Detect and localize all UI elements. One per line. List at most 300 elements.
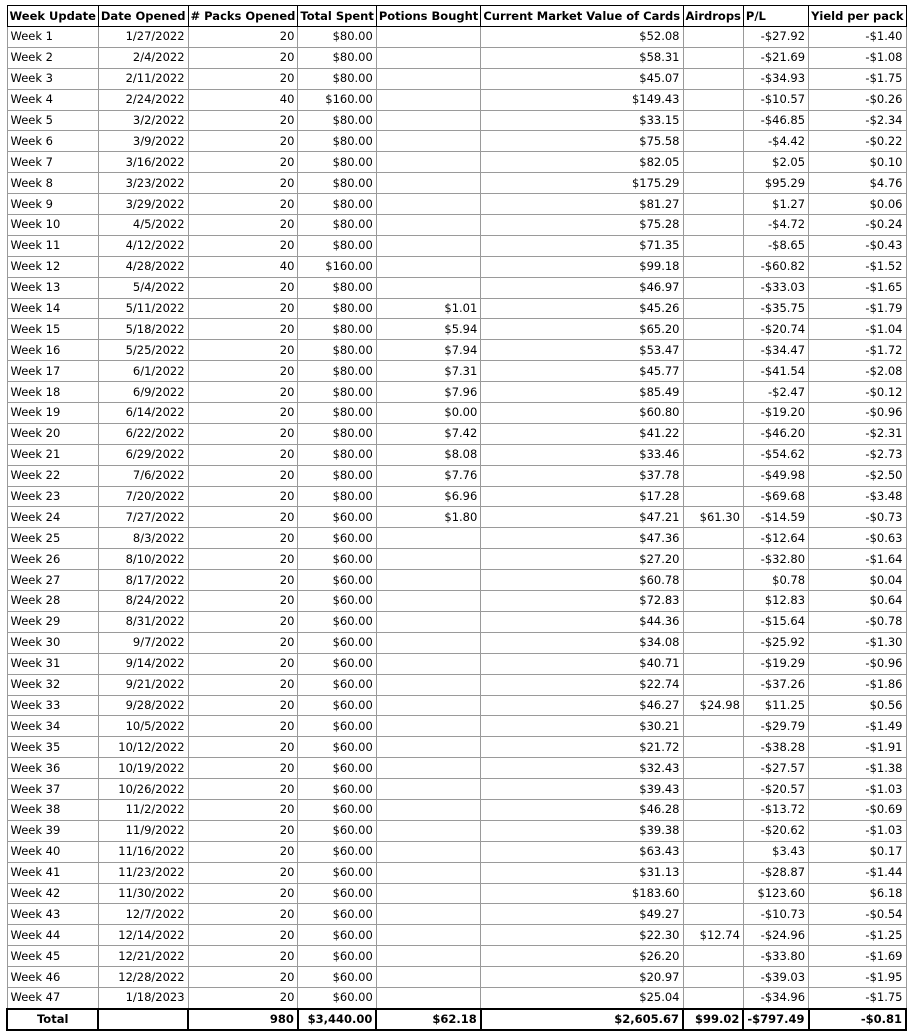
cell-packs-opened[interactable]: 20 — [188, 904, 298, 925]
cell-packs-opened[interactable]: 20 — [188, 444, 298, 465]
cell-yield-per-pack[interactable]: -$0.73 — [809, 507, 906, 528]
cell-potions-bought[interactable] — [376, 820, 480, 841]
cell-week[interactable]: Week 18 — [7, 382, 98, 403]
cell-yield-per-pack[interactable]: -$1.72 — [809, 340, 906, 361]
cell-date-opened[interactable]: 12/14/2022 — [98, 925, 188, 946]
cell-airdrops[interactable] — [683, 758, 743, 779]
cell-yield-per-pack[interactable]: -$0.96 — [809, 653, 906, 674]
cell-potions-bought[interactable] — [376, 737, 480, 758]
cell-market-value[interactable]: $20.97 — [481, 967, 683, 988]
cell-date-opened[interactable]: 7/27/2022 — [98, 507, 188, 528]
cell-yield-per-pack[interactable]: -$1.69 — [809, 946, 906, 967]
cell-potions-bought[interactable]: $7.31 — [376, 361, 480, 382]
cell-pl[interactable]: -$33.03 — [743, 277, 808, 298]
cell-pl[interactable]: $2.05 — [743, 152, 808, 173]
cell-week[interactable]: Week 25 — [7, 528, 98, 549]
cell-week[interactable]: Week 19 — [7, 403, 98, 424]
cell-packs-opened[interactable]: 40 — [188, 89, 298, 110]
cell-yield-per-pack[interactable]: $0.64 — [809, 591, 906, 612]
cell-airdrops[interactable] — [683, 382, 743, 403]
cell-packs-opened[interactable]: 20 — [188, 340, 298, 361]
cell-airdrops[interactable] — [683, 549, 743, 570]
cell-total-spent[interactable]: $60.00 — [298, 611, 376, 632]
cell-airdrops[interactable] — [683, 820, 743, 841]
cell-total-spent[interactable]: $60.00 — [298, 862, 376, 883]
cell-market-value[interactable]: $27.20 — [481, 549, 683, 570]
cell-airdrops[interactable] — [683, 131, 743, 152]
cell-pl[interactable]: -$60.82 — [743, 256, 808, 277]
cell-packs-opened[interactable]: 20 — [188, 382, 298, 403]
cell-market-value[interactable]: $37.78 — [481, 465, 683, 486]
cell-date-opened[interactable]: 12/7/2022 — [98, 904, 188, 925]
cell-pl[interactable]: -$32.80 — [743, 549, 808, 570]
cell-potions-bought[interactable] — [376, 862, 480, 883]
cell-date-opened[interactable]: 11/9/2022 — [98, 820, 188, 841]
cell-date-opened[interactable]: 8/24/2022 — [98, 591, 188, 612]
cell-market-value[interactable]: $71.35 — [481, 235, 683, 256]
cell-total-spent[interactable]: $60.00 — [298, 799, 376, 820]
cell-total-spent[interactable]: $80.00 — [298, 110, 376, 131]
cell-potions-bought[interactable] — [376, 110, 480, 131]
cell-total-spent[interactable]: $60.00 — [298, 904, 376, 925]
cell-potions-bought[interactable] — [376, 570, 480, 591]
cell-yield-per-pack[interactable]: -$0.78 — [809, 611, 906, 632]
cell-pl[interactable]: -$10.57 — [743, 89, 808, 110]
cell-potions-bought[interactable] — [376, 47, 480, 68]
cell-airdrops[interactable] — [683, 946, 743, 967]
cell-potions-bought[interactable] — [376, 987, 480, 1008]
cell-pl[interactable]: $0.78 — [743, 570, 808, 591]
cell-yield-per-pack[interactable]: -$1.49 — [809, 716, 906, 737]
header-yield-per-pack[interactable]: Yield per pack — [809, 6, 906, 27]
cell-packs-opened[interactable]: 20 — [188, 674, 298, 695]
cell-market-value[interactable]: $26.20 — [481, 946, 683, 967]
cell-market-value[interactable]: $63.43 — [481, 841, 683, 862]
cell-potions-bought[interactable]: $1.80 — [376, 507, 480, 528]
cell-market-value[interactable]: $40.71 — [481, 653, 683, 674]
cell-yield-per-pack[interactable]: $0.56 — [809, 695, 906, 716]
cell-date-opened[interactable]: 2/4/2022 — [98, 47, 188, 68]
cell-market-value[interactable]: $17.28 — [481, 486, 683, 507]
cell-date-opened[interactable]: 2/11/2022 — [98, 68, 188, 89]
cell-potions-bought[interactable] — [376, 89, 480, 110]
cell-week[interactable]: Week 47 — [7, 987, 98, 1008]
cell-airdrops[interactable]: $24.98 — [683, 695, 743, 716]
cell-date-opened[interactable]: 5/18/2022 — [98, 319, 188, 340]
cell-pl[interactable]: -$27.92 — [743, 27, 808, 48]
cell-airdrops[interactable] — [683, 403, 743, 424]
cell-pl[interactable]: -$34.96 — [743, 987, 808, 1008]
cell-yield-per-pack[interactable]: -$1.03 — [809, 820, 906, 841]
cell-week[interactable]: Week 3 — [7, 68, 98, 89]
cell-market-value[interactable]: $45.77 — [481, 361, 683, 382]
cell-packs-opened[interactable]: 20 — [188, 215, 298, 236]
cell-market-value[interactable]: $45.26 — [481, 298, 683, 319]
cell-airdrops[interactable] — [683, 340, 743, 361]
cell-date-opened[interactable]: 8/17/2022 — [98, 570, 188, 591]
total-packs-opened[interactable]: 980 — [188, 1009, 298, 1030]
cell-date-opened[interactable]: 5/4/2022 — [98, 277, 188, 298]
cell-week[interactable]: Week 42 — [7, 883, 98, 904]
cell-pl[interactable]: -$34.47 — [743, 340, 808, 361]
cell-week[interactable]: Week 8 — [7, 173, 98, 194]
cell-total-spent[interactable]: $60.00 — [298, 779, 376, 800]
cell-date-opened[interactable]: 7/20/2022 — [98, 486, 188, 507]
cell-week[interactable]: Week 20 — [7, 423, 98, 444]
cell-potions-bought[interactable]: $1.01 — [376, 298, 480, 319]
cell-market-value[interactable]: $31.13 — [481, 862, 683, 883]
cell-airdrops[interactable] — [683, 89, 743, 110]
cell-yield-per-pack[interactable]: -$0.63 — [809, 528, 906, 549]
cell-total-spent[interactable]: $80.00 — [298, 235, 376, 256]
cell-packs-opened[interactable]: 20 — [188, 298, 298, 319]
cell-packs-opened[interactable]: 40 — [188, 256, 298, 277]
cell-pl[interactable]: -$20.57 — [743, 779, 808, 800]
cell-pl[interactable]: -$29.79 — [743, 716, 808, 737]
cell-airdrops[interactable] — [683, 298, 743, 319]
cell-pl[interactable]: -$49.98 — [743, 465, 808, 486]
cell-yield-per-pack[interactable]: -$1.40 — [809, 27, 906, 48]
cell-pl[interactable]: -$14.59 — [743, 507, 808, 528]
total-date-opened[interactable] — [98, 1009, 188, 1030]
cell-week[interactable]: Week 43 — [7, 904, 98, 925]
cell-airdrops[interactable] — [683, 47, 743, 68]
cell-airdrops[interactable] — [683, 68, 743, 89]
cell-date-opened[interactable]: 4/5/2022 — [98, 215, 188, 236]
cell-potions-bought[interactable]: $0.00 — [376, 403, 480, 424]
cell-total-spent[interactable]: $80.00 — [298, 486, 376, 507]
cell-total-spent[interactable]: $80.00 — [298, 298, 376, 319]
cell-yield-per-pack[interactable]: -$1.95 — [809, 967, 906, 988]
cell-pl[interactable]: $11.25 — [743, 695, 808, 716]
cell-potions-bought[interactable] — [376, 967, 480, 988]
cell-potions-bought[interactable] — [376, 883, 480, 904]
cell-potions-bought[interactable] — [376, 716, 480, 737]
cell-week[interactable]: Week 28 — [7, 591, 98, 612]
cell-packs-opened[interactable]: 20 — [188, 632, 298, 653]
cell-total-spent[interactable]: $80.00 — [298, 319, 376, 340]
cell-week[interactable]: Week 21 — [7, 444, 98, 465]
cell-yield-per-pack[interactable]: $0.06 — [809, 194, 906, 215]
cell-packs-opened[interactable]: 20 — [188, 883, 298, 904]
cell-market-value[interactable]: $75.58 — [481, 131, 683, 152]
header-airdrops[interactable]: Airdrops — [683, 6, 743, 27]
cell-packs-opened[interactable]: 20 — [188, 173, 298, 194]
cell-airdrops[interactable] — [683, 591, 743, 612]
cell-yield-per-pack[interactable]: -$2.73 — [809, 444, 906, 465]
cell-packs-opened[interactable]: 20 — [188, 465, 298, 486]
cell-potions-bought[interactable] — [376, 549, 480, 570]
cell-potions-bought[interactable] — [376, 27, 480, 48]
cell-yield-per-pack[interactable]: -$1.91 — [809, 737, 906, 758]
cell-yield-per-pack[interactable]: -$1.04 — [809, 319, 906, 340]
cell-airdrops[interactable] — [683, 110, 743, 131]
cell-yield-per-pack[interactable]: -$0.26 — [809, 89, 906, 110]
cell-potions-bought[interactable] — [376, 904, 480, 925]
cell-airdrops[interactable] — [683, 841, 743, 862]
cell-pl[interactable]: -$24.96 — [743, 925, 808, 946]
cell-date-opened[interactable]: 3/23/2022 — [98, 173, 188, 194]
cell-potions-bought[interactable] — [376, 68, 480, 89]
cell-date-opened[interactable]: 8/3/2022 — [98, 528, 188, 549]
cell-market-value[interactable]: $47.36 — [481, 528, 683, 549]
cell-airdrops[interactable] — [683, 361, 743, 382]
cell-packs-opened[interactable]: 20 — [188, 110, 298, 131]
cell-packs-opened[interactable]: 20 — [188, 131, 298, 152]
cell-week[interactable]: Week 2 — [7, 47, 98, 68]
cell-yield-per-pack[interactable]: -$1.65 — [809, 277, 906, 298]
cell-date-opened[interactable]: 6/22/2022 — [98, 423, 188, 444]
cell-total-spent[interactable]: $80.00 — [298, 382, 376, 403]
cell-market-value[interactable]: $22.30 — [481, 925, 683, 946]
cell-date-opened[interactable]: 2/24/2022 — [98, 89, 188, 110]
cell-week[interactable]: Week 11 — [7, 235, 98, 256]
cell-pl[interactable]: -$4.42 — [743, 131, 808, 152]
cell-airdrops[interactable] — [683, 444, 743, 465]
cell-yield-per-pack[interactable]: -$1.64 — [809, 549, 906, 570]
cell-date-opened[interactable]: 4/12/2022 — [98, 235, 188, 256]
cell-total-spent[interactable]: $80.00 — [298, 68, 376, 89]
cell-week[interactable]: Week 39 — [7, 820, 98, 841]
cell-week[interactable]: Week 44 — [7, 925, 98, 946]
cell-airdrops[interactable] — [683, 987, 743, 1008]
cell-date-opened[interactable]: 6/14/2022 — [98, 403, 188, 424]
cell-yield-per-pack[interactable]: -$1.38 — [809, 758, 906, 779]
cell-airdrops[interactable] — [683, 277, 743, 298]
cell-yield-per-pack[interactable]: -$1.52 — [809, 256, 906, 277]
cell-potions-bought[interactable] — [376, 215, 480, 236]
header-market-value[interactable]: Current Market Value of Cards — [481, 6, 683, 27]
cell-total-spent[interactable]: $80.00 — [298, 423, 376, 444]
cell-airdrops[interactable] — [683, 319, 743, 340]
cell-packs-opened[interactable]: 20 — [188, 758, 298, 779]
cell-week[interactable]: Week 38 — [7, 799, 98, 820]
cell-yield-per-pack[interactable]: -$2.08 — [809, 361, 906, 382]
cell-week[interactable]: Week 17 — [7, 361, 98, 382]
cell-date-opened[interactable]: 9/14/2022 — [98, 653, 188, 674]
cell-date-opened[interactable]: 9/21/2022 — [98, 674, 188, 695]
cell-date-opened[interactable]: 6/1/2022 — [98, 361, 188, 382]
cell-potions-bought[interactable] — [376, 528, 480, 549]
cell-week[interactable]: Week 10 — [7, 215, 98, 236]
cell-yield-per-pack[interactable]: -$2.34 — [809, 110, 906, 131]
cell-potions-bought[interactable] — [376, 131, 480, 152]
header-week-update[interactable]: Week Update — [7, 6, 98, 27]
cell-airdrops[interactable] — [683, 632, 743, 653]
cell-date-opened[interactable]: 11/30/2022 — [98, 883, 188, 904]
cell-yield-per-pack[interactable]: -$1.03 — [809, 779, 906, 800]
cell-date-opened[interactable]: 10/12/2022 — [98, 737, 188, 758]
cell-pl[interactable]: $12.83 — [743, 591, 808, 612]
cell-total-spent[interactable]: $80.00 — [298, 403, 376, 424]
cell-packs-opened[interactable]: 20 — [188, 653, 298, 674]
cell-market-value[interactable]: $25.04 — [481, 987, 683, 1008]
cell-yield-per-pack[interactable]: -$1.44 — [809, 862, 906, 883]
cell-pl[interactable]: $95.29 — [743, 173, 808, 194]
cell-date-opened[interactable]: 5/25/2022 — [98, 340, 188, 361]
cell-pl[interactable]: -$35.75 — [743, 298, 808, 319]
cell-packs-opened[interactable]: 20 — [188, 695, 298, 716]
cell-packs-opened[interactable]: 20 — [188, 361, 298, 382]
cell-pl[interactable]: -$39.03 — [743, 967, 808, 988]
cell-date-opened[interactable]: 1/27/2022 — [98, 27, 188, 48]
cell-packs-opened[interactable]: 20 — [188, 423, 298, 444]
cell-week[interactable]: Week 6 — [7, 131, 98, 152]
cell-potions-bought[interactable] — [376, 674, 480, 695]
cell-potions-bought[interactable] — [376, 611, 480, 632]
cell-packs-opened[interactable]: 20 — [188, 47, 298, 68]
cell-market-value[interactable]: $39.38 — [481, 820, 683, 841]
cell-week[interactable]: Week 16 — [7, 340, 98, 361]
cell-market-value[interactable]: $183.60 — [481, 883, 683, 904]
cell-total-spent[interactable]: $60.00 — [298, 591, 376, 612]
cell-packs-opened[interactable]: 20 — [188, 799, 298, 820]
cell-yield-per-pack[interactable]: -$1.08 — [809, 47, 906, 68]
cell-total-spent[interactable]: $60.00 — [298, 528, 376, 549]
cell-total-spent[interactable]: $80.00 — [298, 215, 376, 236]
cell-week[interactable]: Week 40 — [7, 841, 98, 862]
cell-potions-bought[interactable] — [376, 925, 480, 946]
cell-market-value[interactable]: $33.15 — [481, 110, 683, 131]
cell-market-value[interactable]: $58.31 — [481, 47, 683, 68]
cell-packs-opened[interactable]: 20 — [188, 967, 298, 988]
cell-total-spent[interactable]: $60.00 — [298, 695, 376, 716]
cell-week[interactable]: Week 12 — [7, 256, 98, 277]
cell-week[interactable]: Week 5 — [7, 110, 98, 131]
cell-date-opened[interactable]: 12/21/2022 — [98, 946, 188, 967]
cell-packs-opened[interactable]: 20 — [188, 570, 298, 591]
cell-packs-opened[interactable]: 20 — [188, 403, 298, 424]
cell-total-spent[interactable]: $80.00 — [298, 173, 376, 194]
cell-packs-opened[interactable]: 20 — [188, 277, 298, 298]
total-airdrops[interactable]: $99.02 — [683, 1009, 743, 1030]
cell-market-value[interactable]: $30.21 — [481, 716, 683, 737]
cell-yield-per-pack[interactable]: $0.04 — [809, 570, 906, 591]
cell-market-value[interactable]: $60.80 — [481, 403, 683, 424]
cell-date-opened[interactable]: 9/7/2022 — [98, 632, 188, 653]
cell-pl[interactable]: -$15.64 — [743, 611, 808, 632]
cell-packs-opened[interactable]: 20 — [188, 925, 298, 946]
cell-market-value[interactable]: $33.46 — [481, 444, 683, 465]
cell-packs-opened[interactable]: 20 — [188, 528, 298, 549]
cell-total-spent[interactable]: $60.00 — [298, 841, 376, 862]
cell-airdrops[interactable] — [683, 799, 743, 820]
cell-market-value[interactable]: $149.43 — [481, 89, 683, 110]
cell-potions-bought[interactable] — [376, 173, 480, 194]
cell-date-opened[interactable]: 3/2/2022 — [98, 110, 188, 131]
cell-airdrops[interactable] — [683, 235, 743, 256]
cell-potions-bought[interactable] — [376, 235, 480, 256]
cell-pl[interactable]: -$4.72 — [743, 215, 808, 236]
cell-market-value[interactable]: $32.43 — [481, 758, 683, 779]
header-packs-opened[interactable]: # Packs Opened — [188, 6, 298, 27]
cell-packs-opened[interactable]: 20 — [188, 549, 298, 570]
cell-potions-bought[interactable] — [376, 152, 480, 173]
cell-total-spent[interactable]: $80.00 — [298, 152, 376, 173]
cell-total-spent[interactable]: $160.00 — [298, 89, 376, 110]
cell-total-spent[interactable]: $80.00 — [298, 444, 376, 465]
cell-date-opened[interactable]: 12/28/2022 — [98, 967, 188, 988]
cell-week[interactable]: Week 27 — [7, 570, 98, 591]
cell-yield-per-pack[interactable]: -$3.48 — [809, 486, 906, 507]
cell-date-opened[interactable]: 6/9/2022 — [98, 382, 188, 403]
cell-pl[interactable]: -$25.92 — [743, 632, 808, 653]
cell-week[interactable]: Week 33 — [7, 695, 98, 716]
cell-date-opened[interactable]: 3/29/2022 — [98, 194, 188, 215]
cell-market-value[interactable]: $34.08 — [481, 632, 683, 653]
cell-pl[interactable]: -$27.57 — [743, 758, 808, 779]
cell-airdrops[interactable] — [683, 27, 743, 48]
cell-pl[interactable]: -$10.73 — [743, 904, 808, 925]
cell-packs-opened[interactable]: 20 — [188, 611, 298, 632]
cell-airdrops[interactable] — [683, 256, 743, 277]
cell-airdrops[interactable] — [683, 152, 743, 173]
cell-packs-opened[interactable]: 20 — [188, 27, 298, 48]
cell-packs-opened[interactable]: 20 — [188, 68, 298, 89]
cell-packs-opened[interactable]: 20 — [188, 591, 298, 612]
cell-pl[interactable]: -$33.80 — [743, 946, 808, 967]
cell-potions-bought[interactable]: $7.76 — [376, 465, 480, 486]
cell-total-spent[interactable]: $60.00 — [298, 758, 376, 779]
cell-date-opened[interactable]: 5/11/2022 — [98, 298, 188, 319]
cell-date-opened[interactable]: 8/31/2022 — [98, 611, 188, 632]
cell-packs-opened[interactable]: 20 — [188, 987, 298, 1008]
cell-potions-bought[interactable] — [376, 841, 480, 862]
cell-pl[interactable]: -$46.85 — [743, 110, 808, 131]
cell-week[interactable]: Week 14 — [7, 298, 98, 319]
cell-week[interactable]: Week 30 — [7, 632, 98, 653]
cell-potions-bought[interactable] — [376, 277, 480, 298]
cell-airdrops[interactable] — [683, 967, 743, 988]
cell-market-value[interactable]: $46.28 — [481, 799, 683, 820]
cell-packs-opened[interactable]: 20 — [188, 841, 298, 862]
cell-yield-per-pack[interactable]: $4.76 — [809, 173, 906, 194]
cell-airdrops[interactable] — [683, 528, 743, 549]
cell-total-spent[interactable]: $60.00 — [298, 987, 376, 1008]
cell-airdrops[interactable] — [683, 862, 743, 883]
cell-airdrops[interactable] — [683, 904, 743, 925]
cell-market-value[interactable]: $47.21 — [481, 507, 683, 528]
cell-total-spent[interactable]: $80.00 — [298, 47, 376, 68]
cell-market-value[interactable]: $45.07 — [481, 68, 683, 89]
cell-yield-per-pack[interactable]: -$0.43 — [809, 235, 906, 256]
cell-potions-bought[interactable] — [376, 799, 480, 820]
cell-pl[interactable]: -$28.87 — [743, 862, 808, 883]
total-yield-per-pack[interactable]: -$0.81 — [809, 1009, 906, 1030]
cell-airdrops[interactable] — [683, 570, 743, 591]
cell-airdrops[interactable] — [683, 737, 743, 758]
cell-pl[interactable]: -$54.62 — [743, 444, 808, 465]
cell-packs-opened[interactable]: 20 — [188, 235, 298, 256]
cell-date-opened[interactable]: 1/18/2023 — [98, 987, 188, 1008]
cell-market-value[interactable]: $52.08 — [481, 27, 683, 48]
cell-yield-per-pack[interactable]: -$0.54 — [809, 904, 906, 925]
cell-yield-per-pack[interactable]: $0.10 — [809, 152, 906, 173]
cell-packs-opened[interactable]: 20 — [188, 319, 298, 340]
cell-potions-bought[interactable]: $6.96 — [376, 486, 480, 507]
cell-week[interactable]: Week 7 — [7, 152, 98, 173]
cell-airdrops[interactable] — [683, 653, 743, 674]
cell-total-spent[interactable]: $60.00 — [298, 967, 376, 988]
cell-market-value[interactable]: $44.36 — [481, 611, 683, 632]
cell-potions-bought[interactable] — [376, 758, 480, 779]
total-potions-bought[interactable]: $62.18 — [376, 1009, 480, 1030]
cell-week[interactable]: Week 31 — [7, 653, 98, 674]
cell-market-value[interactable]: $81.27 — [481, 194, 683, 215]
cell-market-value[interactable]: $82.05 — [481, 152, 683, 173]
cell-market-value[interactable]: $53.47 — [481, 340, 683, 361]
cell-yield-per-pack[interactable]: -$1.75 — [809, 68, 906, 89]
